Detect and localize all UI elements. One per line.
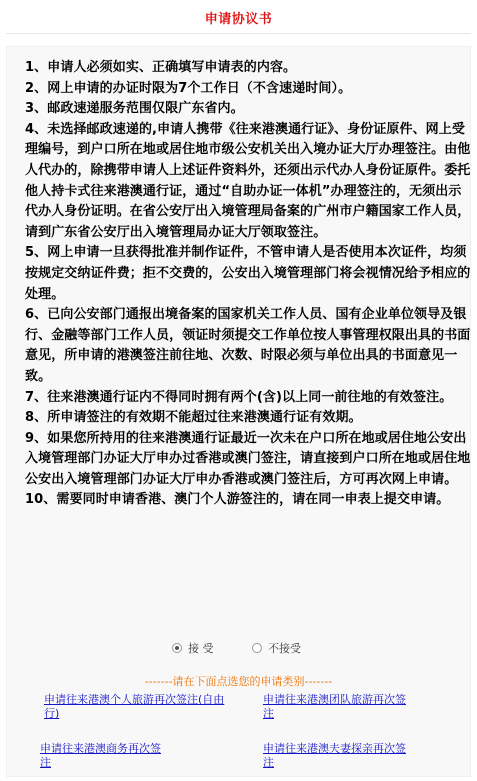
term-1: 1、申请人必须如实、正确填写申请表的内容。 [25, 60, 297, 75]
term-8: 8、所申请签注的有效期不能超过往来港澳通行证有效期。 [25, 410, 362, 426]
link-individual-travel-line1[interactable]: 申请往来港澳个人旅游再次签注(自由 [44, 693, 225, 706]
term-3: 3、邮政速递服务范围仅限广东省内。 [25, 101, 244, 117]
link-business-line2[interactable]: 注 [40, 756, 51, 769]
term-10: 10、需要同时申请香港、澳门个人游签注的，请在同一申表上提交申请。 [25, 492, 450, 508]
accept-radio-circle[interactable] [172, 643, 182, 653]
term-2: 2、网上申请的办证时限为7个工作日（不含速递时间）。 [25, 80, 352, 96]
decline-radio-circle[interactable] [252, 643, 262, 653]
link-business-line1[interactable]: 申请往来港澳商务再次签 [40, 742, 161, 755]
term-4: 4、未选择邮政速递的,申请人携带《往来港澳通行证》、身份证原件、网上受理编号，到户口所在地或居住地市级公安机关出入境办证大厅办理签注。由他人代办的，除携带申请人上述证件资料外，还须出示代办人身份证原件。委托他人持卡式往来港澳通行证，通过“自助办证一体机”办理签注的，无须出示代办人身份证明。在省公安厅出入境管理局备案的广州市户籍国家工作人员，请到广东省公安厅出入境管理局办证大厅领取签注。 [25, 121, 471, 240]
link-group-travel[interactable] [263, 693, 443, 721]
category-prompt: -------请在下面点选您的申请类别------- [144, 675, 333, 688]
agreement-choice [0, 640, 477, 656]
page-title: 申请协议书 [204, 12, 273, 27]
term-7: 7、往来港澳通行证内不得同时拥有两个(含)以上同一前往地的有效签注。 [25, 389, 453, 405]
agreement-terms [25, 58, 473, 511]
decline-radio[interactable] [252, 640, 301, 656]
term-5: 5、网上申请一旦获得批准并制作证件，不管申请人是否使用本次证件，均须按规定交纳证件费；拒不交费的，公安出入境管理部门将会视情况给予相应的处理。 [25, 245, 471, 302]
term-6: 6、已向公安部门通报出境备案的国家机关工作人员、国有企业单位领导及银行、金融等部门工作人员，领证时须提交工作单位按人事管理权限出具的书面意见，所申请的港澳签注前往地、次数、时限必须与单位出具的书面意见一致。 [25, 307, 471, 384]
link-business[interactable] [40, 742, 220, 770]
link-spouse-visit-line1[interactable]: 申请往来港澳夫妻探亲再次签 [263, 742, 406, 755]
accept-label[interactable]: 接 受 [188, 642, 214, 655]
link-spouse-visit-line2[interactable]: 注 [263, 756, 274, 769]
decline-label[interactable]: 不接受 [268, 642, 301, 655]
link-spouse-visit[interactable] [263, 742, 443, 770]
term-9: 9、如果您所持用的往来港澳通行证最近一次未在户口所在地或居住地公安出入境管理部门办证大厅申办过香港或澳门签注，请直接到户口所在地或居住地公安出入境管理部门办证大厅申办香港或澳门签注后，方可再次网上申请。 [25, 430, 471, 487]
accept-radio[interactable] [172, 640, 214, 656]
link-group-travel-line2[interactable]: 注 [263, 707, 274, 720]
link-individual-travel-line2[interactable]: 行) [44, 707, 60, 720]
link-group-travel-line1[interactable]: 申请往来港澳团队旅游再次签 [263, 693, 406, 706]
link-individual-travel[interactable] [44, 693, 244, 721]
title-divider [6, 33, 471, 34]
